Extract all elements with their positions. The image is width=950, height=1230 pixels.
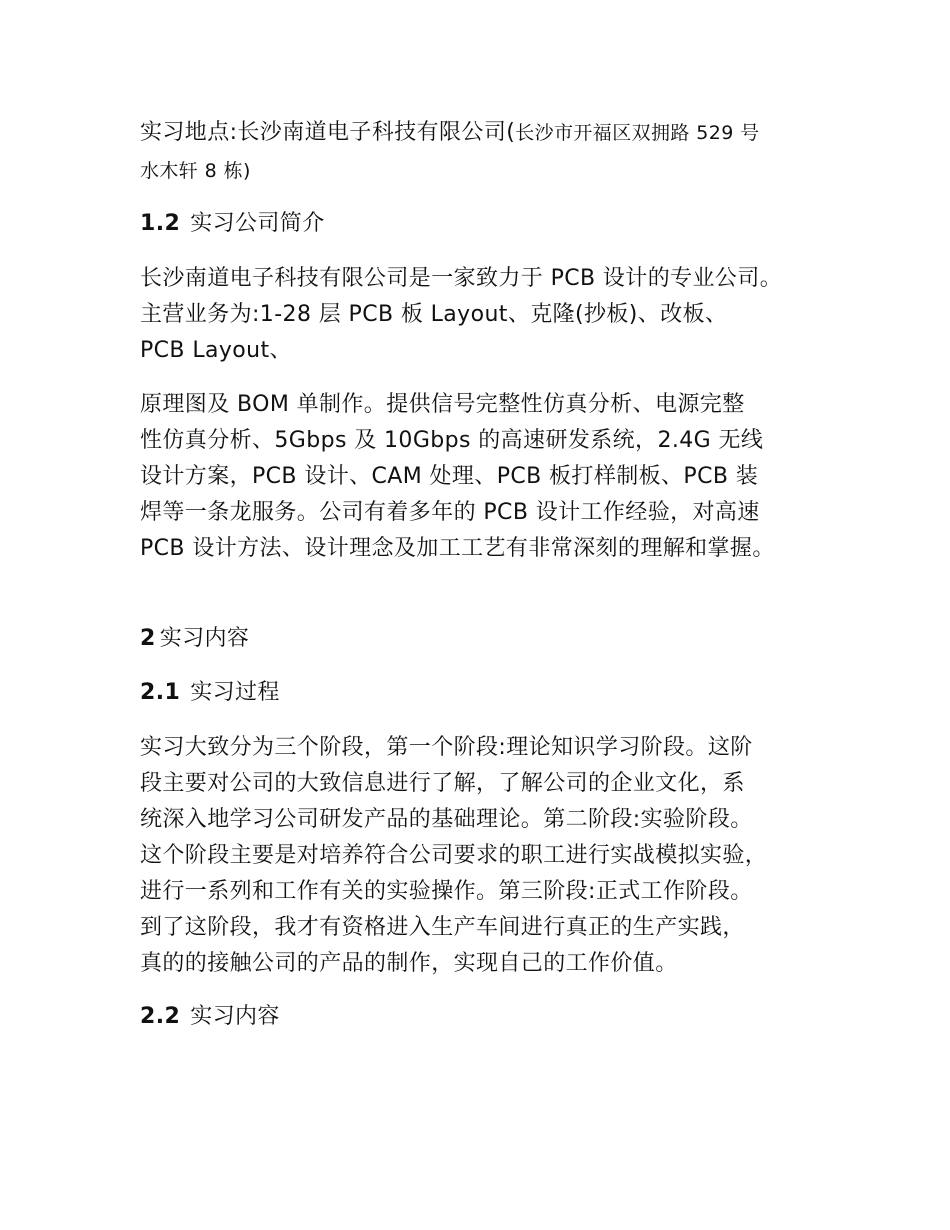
location-main: 实习地点:长沙南道电子科技有限公司(: [140, 120, 516, 145]
intro-p2-line: 设计方案，PCB 设计、CAM 处理、PCB 板打样制板、PCB 装: [140, 464, 759, 489]
intro-p2-line: 原理图及 BOM 单制作。提供信号完整性仿真分析、电源完整: [140, 392, 745, 417]
heading-2-1: [140, 678, 280, 708]
location-address-2: 水木轩 8 栋): [140, 160, 251, 182]
heading-2-1-title: 实习过程: [190, 680, 280, 705]
heading-2: [140, 624, 249, 654]
process-p-line: 这个阶段主要是对培养符合公司要求的职工进行实战模拟实验，: [140, 843, 768, 868]
process-p-line: 进行一系列和工作有关的实验操作。第三阶段:正式工作阶段。: [140, 879, 753, 904]
intro-p1-line: PCB Layout、: [140, 338, 292, 363]
heading-2-number: 2: [140, 626, 156, 651]
heading-2-2: [140, 1002, 280, 1032]
process-p-line: 实习大致分为三个阶段，第一个阶段:理论知识学习阶段。这阶: [140, 735, 753, 760]
process-p-line: 段主要对公司的大致信息进行了解，了解公司的企业文化，系: [140, 771, 745, 796]
process-p-line: 到了这阶段，我才有资格进入生产车间进行真正的生产实践，: [140, 915, 745, 940]
intro-p2-line: 性仿真分析、5Gbps 及 10Gbps 的高速研发系统，2.4G 无线: [140, 428, 764, 453]
intro-p1-line: 主营业务为:1-28 层 PCB 板 Layout、克隆(抄板)、改板、: [140, 302, 728, 327]
heading-2-title: 实习内容: [159, 626, 250, 651]
location-address-1: 长沙市开福区双拥路 529 号: [515, 122, 760, 144]
heading-1-2: [140, 209, 325, 239]
intro-p2-line: PCB 设计方法、设计理念及加工工艺有非常深刻的理解和掌握。: [140, 536, 775, 561]
heading-1-2-number: 1.2: [140, 211, 181, 236]
heading-2-1-number: 2.1: [140, 680, 181, 705]
process-p-line: 真的的接触公司的产品的制作，实现自己的工作价值。: [140, 951, 678, 976]
heading-1-2-title: 实习公司简介: [190, 211, 325, 236]
intro-p1-line: 长沙南道电子科技有限公司是一家致力于 PCB 设计的专业公司。: [140, 266, 783, 291]
heading-2-2-title: 实习内容: [190, 1004, 280, 1029]
location-line-1: [140, 118, 760, 148]
heading-2-2-number: 2.2: [140, 1004, 181, 1029]
intro-p2-line: 焊等一条龙服务。公司有着多年的 PCB 设计工作经验，对高速: [140, 500, 760, 525]
process-p-line: 统深入地学习公司研发产品的基础理论。第二阶段:实验阶段。: [140, 807, 753, 832]
